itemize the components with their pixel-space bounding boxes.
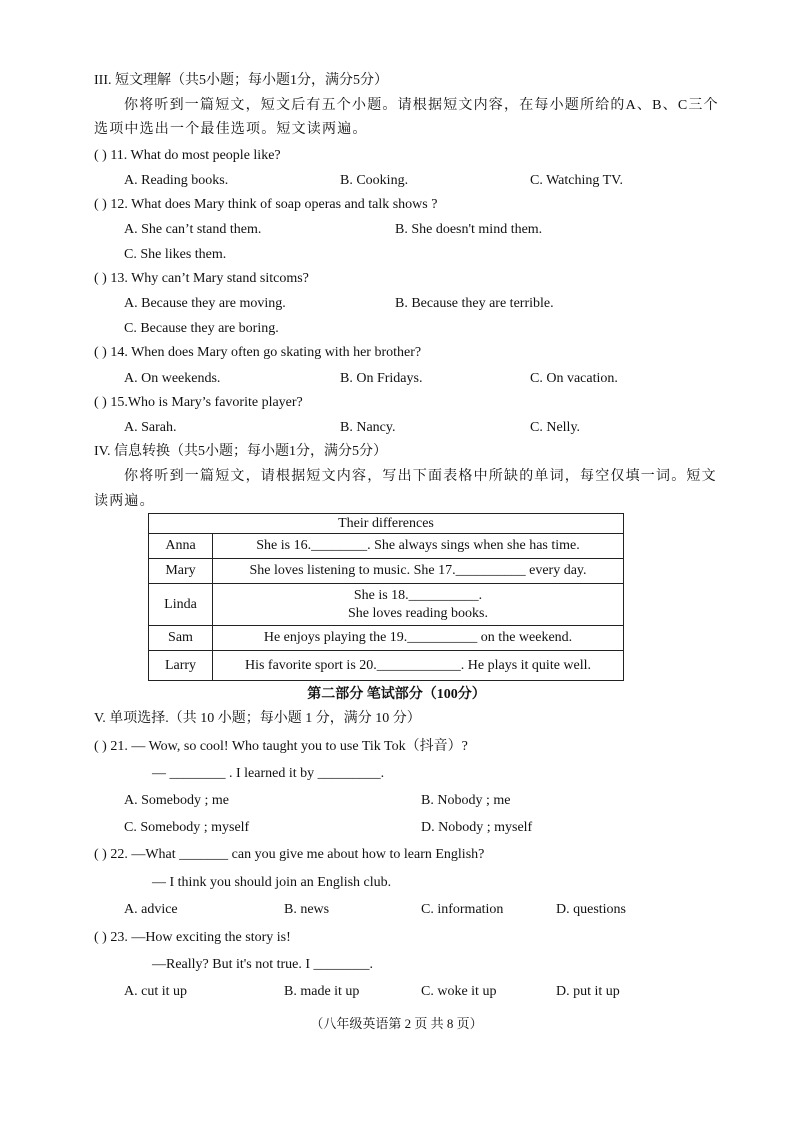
section3-heading: III. 短文理解（共5小题；每小题1分，满分5分） bbox=[94, 73, 388, 88]
question-15-option-a: A. Sarah. bbox=[124, 420, 177, 435]
question-12-option-a: A. She can’t stand them. bbox=[124, 222, 262, 237]
question-21-reply: — ________ . I learned it by _________. bbox=[152, 766, 385, 781]
question-22-reply: — I think you should join an English club. bbox=[152, 875, 392, 890]
question-13-option-c: C. Because they are boring. bbox=[124, 321, 279, 336]
row-text: His favorite sport is 20.____________. He plays it quite well. bbox=[213, 651, 624, 681]
question-21-option-d: D. Nobody ; myself bbox=[421, 820, 533, 835]
table-row bbox=[149, 534, 624, 559]
question-11-stem: ( ) 11. What do most people like? bbox=[94, 148, 281, 163]
page-footer: （八年级英语第 2 页 共 8 页） bbox=[310, 1016, 483, 1031]
question-12-option-b: B. She doesn't mind them. bbox=[395, 222, 543, 237]
row-text-multiline bbox=[213, 584, 624, 626]
question-14-stem: ( ) 14. When does Mary often go skating with her brother? bbox=[94, 345, 422, 360]
question-23-option-d: D. put it up bbox=[556, 984, 620, 999]
row-name: Mary bbox=[149, 559, 213, 584]
table-row bbox=[149, 626, 624, 651]
part2-heading: 第二部分 笔试部分（100分） bbox=[307, 687, 486, 702]
question-11-option-a: A. Reading books. bbox=[124, 173, 229, 188]
row-text: She is 16.________. She always sings when she has time. bbox=[213, 534, 624, 559]
section3-instruction-1: 你将听到一篇短文，短文后有五个小题。请根据短文内容，在每小题所给的A、B、C三个 bbox=[124, 98, 719, 113]
row-name: Sam bbox=[149, 626, 213, 651]
question-23-reply: —Really? But it's not true. I ________. bbox=[152, 957, 374, 972]
question-12-option-c: C. She likes them. bbox=[124, 247, 227, 262]
question-13-option-a: A. Because they are moving. bbox=[124, 296, 286, 311]
question-14-option-b: B. On Fridays. bbox=[340, 371, 423, 386]
table-title: Their differences bbox=[149, 514, 624, 534]
question-22-option-d: D. questions bbox=[556, 902, 626, 917]
question-15-option-b: B. Nancy. bbox=[340, 420, 396, 435]
question-14-option-c: C. On vacation. bbox=[530, 371, 618, 386]
table-row bbox=[149, 651, 624, 681]
section4-instruction-1: 你将听到一篇短文，请根据短文内容，写出下面表格中所缺的单词，每空仅填一词。短文 bbox=[124, 469, 717, 484]
table-row bbox=[149, 584, 624, 626]
question-21-stem: ( ) 21. — Wow, so cool! Who taught you to use Tik Tok（抖音）? bbox=[94, 739, 468, 754]
question-13-stem: ( ) 13. Why can’t Mary stand sitcoms? bbox=[94, 271, 309, 286]
row-name: Larry bbox=[149, 651, 213, 681]
row-text: She loves listening to music. She 17.__________ every day. bbox=[213, 559, 624, 584]
question-12-stem: ( ) 12. What does Mary think of soap operas and talk shows ? bbox=[94, 197, 438, 212]
question-11-option-c: C. Watching TV. bbox=[530, 173, 623, 188]
question-21-option-c: C. Somebody ; myself bbox=[124, 820, 250, 835]
question-23-option-c: C. woke it up bbox=[421, 984, 497, 999]
row-text: He enjoys playing the 19.__________ on the weekend. bbox=[213, 626, 624, 651]
section3-instruction-2: 选项中选出一个最佳选项。短文读两遍。 bbox=[94, 122, 368, 137]
question-15-option-c: C. Nelly. bbox=[530, 420, 581, 435]
question-11-option-b: B. Cooking. bbox=[340, 173, 409, 188]
question-23-option-a: A. cut it up bbox=[124, 984, 187, 999]
section5-heading: V. 单项选择.（共 10 小题；每小题 1 分，满分 10 分） bbox=[94, 711, 421, 726]
question-15-stem: ( ) 15.Who is Mary’s favorite player? bbox=[94, 395, 303, 410]
row-text-line-2: She loves reading books. bbox=[348, 605, 488, 621]
section4-instruction-2: 读两遍。 bbox=[94, 494, 155, 509]
question-22-option-b: B. news bbox=[284, 902, 330, 917]
question-13-option-b: B. Because they are terrible. bbox=[395, 296, 554, 311]
row-name: Linda bbox=[149, 584, 213, 626]
question-22-option-c: C. information bbox=[421, 902, 504, 917]
question-23-option-b: B. made it up bbox=[284, 984, 360, 999]
question-14-option-a: A. On weekends. bbox=[124, 371, 221, 386]
question-22-option-a: A. advice bbox=[124, 902, 178, 917]
question-21-option-b: B. Nobody ; me bbox=[421, 793, 511, 808]
row-text-line-1: She is 18.__________. bbox=[353, 587, 483, 603]
row-name: Anna bbox=[149, 534, 213, 559]
differences-table bbox=[148, 513, 624, 681]
question-21-option-a: A. Somebody ; me bbox=[124, 793, 229, 808]
question-23-stem: ( ) 23. —How exciting the story is! bbox=[94, 930, 291, 945]
section4-heading: IV. 信息转换（共5小题；每小题1分，满分5分） bbox=[94, 444, 387, 459]
table-row bbox=[149, 559, 624, 584]
question-22-stem: ( ) 22. —What _______ can you give me about how to learn English? bbox=[94, 847, 485, 862]
